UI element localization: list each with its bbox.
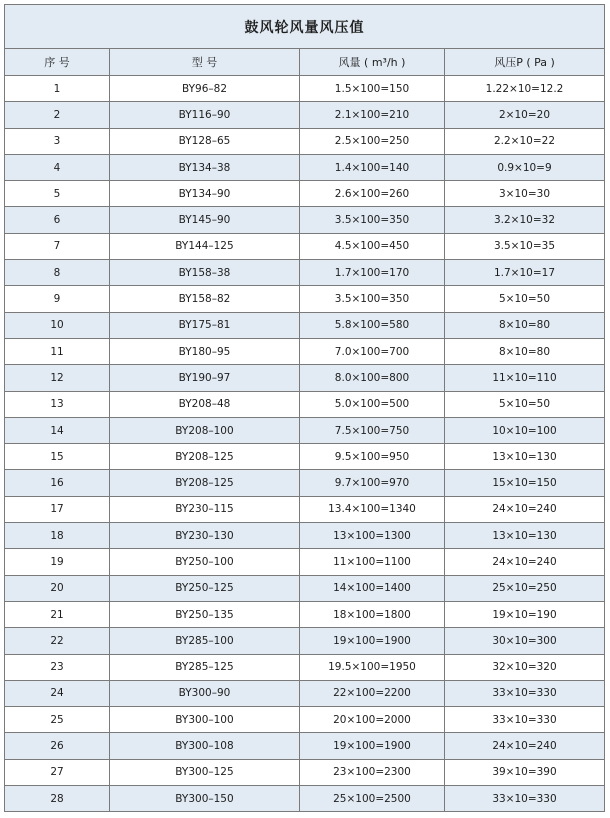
table-title: 鼓风轮风量风压值 [5,5,605,49]
table-row [5,154,605,180]
cell-model: BY180–95 [110,338,300,364]
cell-model: BY208–100 [110,417,300,443]
cell-airflow: 1.4×100=140 [300,154,445,180]
table-row [5,444,605,470]
table-row [5,496,605,522]
cell-pressure: 19×10=190 [445,601,605,627]
cell-model: BY300–108 [110,733,300,759]
cell-pressure: 33×10=330 [445,786,605,812]
cell-pressure: 3.2×10=32 [445,207,605,233]
cell-index: 5 [5,181,110,207]
title-row [5,5,605,49]
cell-pressure: 24×10=240 [445,733,605,759]
cell-index: 28 [5,786,110,812]
cell-model: BY145–90 [110,207,300,233]
cell-pressure: 1.7×10=17 [445,260,605,286]
cell-index: 23 [5,654,110,680]
cell-index: 7 [5,233,110,259]
table-row [5,76,605,102]
table-row [5,549,605,575]
cell-model: BY250–135 [110,601,300,627]
table-row [5,233,605,259]
header-airflow: 风量 ( m³/h ) [300,49,445,76]
cell-airflow: 20×100=2000 [300,707,445,733]
cell-pressure: 15×10=150 [445,470,605,496]
cell-pressure: 2×10=20 [445,102,605,128]
cell-model: BY190–97 [110,365,300,391]
cell-pressure: 0.9×10=9 [445,154,605,180]
table-row [5,365,605,391]
cell-model: BY158–82 [110,286,300,312]
cell-airflow: 19×100=1900 [300,733,445,759]
cell-airflow: 8.0×100=800 [300,365,445,391]
cell-model: BY144–125 [110,233,300,259]
cell-airflow: 25×100=2500 [300,786,445,812]
table-row [5,207,605,233]
cell-model: BY300–90 [110,680,300,706]
cell-index: 6 [5,207,110,233]
table-row [5,733,605,759]
cell-pressure: 13×10=130 [445,444,605,470]
cell-pressure: 13×10=130 [445,523,605,549]
cell-airflow: 22×100=2200 [300,680,445,706]
cell-index: 1 [5,76,110,102]
cell-pressure: 33×10=330 [445,680,605,706]
cell-index: 22 [5,628,110,654]
cell-model: BY300–100 [110,707,300,733]
table-row [5,628,605,654]
cell-model: BY96–82 [110,76,300,102]
cell-airflow: 13×100=1300 [300,523,445,549]
table-row [5,260,605,286]
cell-airflow: 23×100=2300 [300,759,445,785]
cell-airflow: 3.5×100=350 [300,207,445,233]
cell-airflow: 5.0×100=500 [300,391,445,417]
cell-pressure: 8×10=80 [445,338,605,364]
cell-airflow: 9.5×100=950 [300,444,445,470]
table-row [5,575,605,601]
cell-pressure: 11×10=110 [445,365,605,391]
table-row [5,601,605,627]
table-row [5,391,605,417]
cell-index: 3 [5,128,110,154]
table-row [5,759,605,785]
cell-index: 26 [5,733,110,759]
cell-index: 19 [5,549,110,575]
cell-pressure: 39×10=390 [445,759,605,785]
cell-airflow: 5.8×100=580 [300,312,445,338]
cell-pressure: 2.2×10=22 [445,128,605,154]
cell-airflow: 7.0×100=700 [300,338,445,364]
table-row [5,338,605,364]
cell-index: 24 [5,680,110,706]
cell-airflow: 7.5×100=750 [300,417,445,443]
cell-model: BY134–90 [110,181,300,207]
table-row [5,128,605,154]
cell-pressure: 5×10=50 [445,391,605,417]
cell-pressure: 24×10=240 [445,549,605,575]
cell-index: 16 [5,470,110,496]
cell-pressure: 24×10=240 [445,496,605,522]
table-container [4,4,604,812]
cell-airflow: 18×100=1800 [300,601,445,627]
cell-airflow: 19.5×100=1950 [300,654,445,680]
cell-model: BY158–38 [110,260,300,286]
cell-airflow: 14×100=1400 [300,575,445,601]
table-row [5,286,605,312]
cell-airflow: 2.1×100=210 [300,102,445,128]
cell-pressure: 33×10=330 [445,707,605,733]
cell-pressure: 1.22×10=12.2 [445,76,605,102]
cell-index: 21 [5,601,110,627]
cell-pressure: 10×10=100 [445,417,605,443]
cell-airflow: 13.4×100=1340 [300,496,445,522]
cell-airflow: 1.5×100=150 [300,76,445,102]
cell-model: BY230–115 [110,496,300,522]
cell-index: 14 [5,417,110,443]
cell-index: 27 [5,759,110,785]
cell-index: 10 [5,312,110,338]
cell-pressure: 32×10=320 [445,654,605,680]
cell-model: BY128–65 [110,128,300,154]
cell-model: BY300–150 [110,786,300,812]
cell-model: BY175–81 [110,312,300,338]
cell-index: 9 [5,286,110,312]
table-row [5,102,605,128]
cell-index: 15 [5,444,110,470]
cell-index: 13 [5,391,110,417]
cell-index: 12 [5,365,110,391]
cell-model: BY250–100 [110,549,300,575]
cell-airflow: 4.5×100=450 [300,233,445,259]
cell-model: BY250–125 [110,575,300,601]
cell-airflow: 3.5×100=350 [300,286,445,312]
fan-data-table [4,4,605,812]
cell-pressure: 5×10=50 [445,286,605,312]
table-body [5,76,605,812]
cell-airflow: 19×100=1900 [300,628,445,654]
cell-model: BY300–125 [110,759,300,785]
cell-index: 17 [5,496,110,522]
header-index: 序 号 [5,49,110,76]
cell-model: BY134–38 [110,154,300,180]
table-row [5,654,605,680]
cell-index: 2 [5,102,110,128]
cell-pressure: 25×10=250 [445,575,605,601]
cell-index: 25 [5,707,110,733]
table-row [5,181,605,207]
cell-airflow: 11×100=1100 [300,549,445,575]
cell-model: BY230–130 [110,523,300,549]
header-model: 型 号 [110,49,300,76]
table-row [5,312,605,338]
cell-model: BY208–48 [110,391,300,417]
cell-pressure: 30×10=300 [445,628,605,654]
cell-model: BY208–125 [110,444,300,470]
table-row [5,680,605,706]
table-row [5,786,605,812]
cell-index: 20 [5,575,110,601]
cell-model: BY208–125 [110,470,300,496]
table-row [5,470,605,496]
cell-pressure: 8×10=80 [445,312,605,338]
cell-pressure: 3×10=30 [445,181,605,207]
header-row [5,49,605,76]
cell-model: BY285–125 [110,654,300,680]
cell-index: 18 [5,523,110,549]
table-row [5,707,605,733]
cell-airflow: 2.6×100=260 [300,181,445,207]
table-row [5,523,605,549]
table-row [5,417,605,443]
cell-model: BY285–100 [110,628,300,654]
cell-airflow: 1.7×100=170 [300,260,445,286]
cell-airflow: 2.5×100=250 [300,128,445,154]
cell-index: 4 [5,154,110,180]
cell-pressure: 3.5×10=35 [445,233,605,259]
cell-index: 8 [5,260,110,286]
cell-index: 11 [5,338,110,364]
cell-airflow: 9.7×100=970 [300,470,445,496]
header-pressure: 风压P ( Pa ) [445,49,605,76]
cell-model: BY116–90 [110,102,300,128]
